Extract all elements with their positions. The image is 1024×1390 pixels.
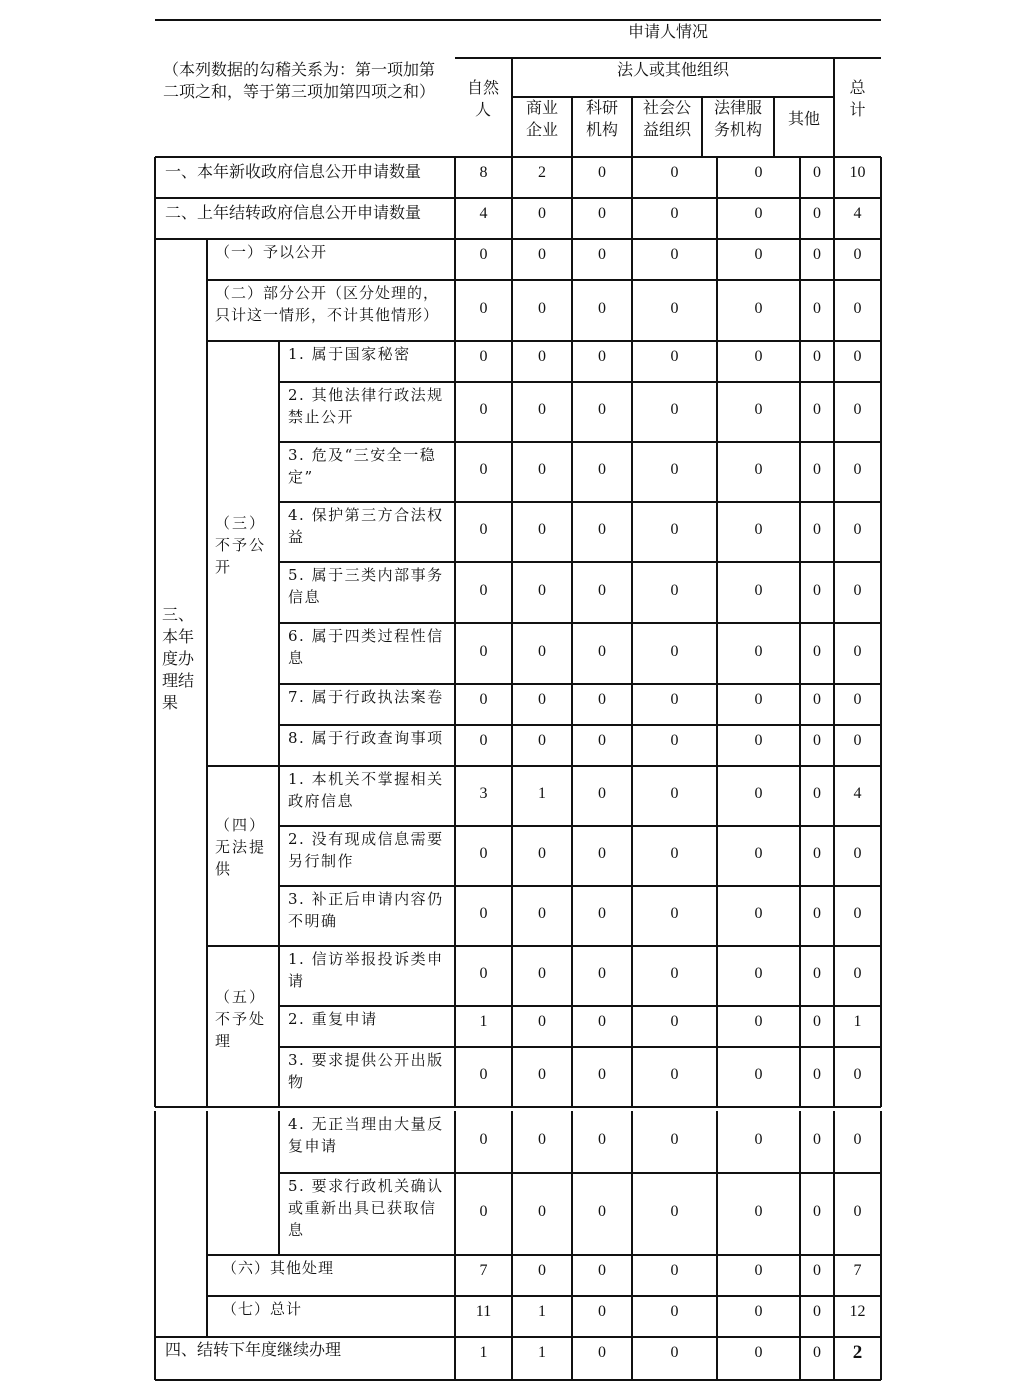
item-label: 4. 无正当理由大量反复申请	[288, 1115, 444, 1155]
table-border	[278, 766, 280, 946]
table-border	[279, 441, 881, 443]
item-label: 3. 要求提供公开出版物	[288, 1051, 444, 1091]
group-label: （四）无法提供	[215, 816, 267, 878]
value-cell: 0	[813, 1013, 821, 1030]
table-border	[154, 239, 156, 1107]
value-cell: 0	[670, 1066, 679, 1083]
value-cell: 4	[853, 785, 862, 802]
value-cell: 0	[479, 401, 488, 418]
value-cell: 0	[598, 845, 606, 862]
value-cell: 0	[479, 845, 488, 862]
value-cell: 0	[853, 348, 862, 365]
table-border	[279, 683, 881, 685]
value-cell: 0	[853, 1131, 862, 1148]
value-cell: 0	[598, 1262, 606, 1279]
value-cell: 0	[754, 205, 763, 222]
table-border	[279, 825, 881, 827]
item-label: 2. 没有现成信息需要另行制作	[288, 830, 444, 870]
value-cell: 4	[479, 205, 488, 222]
value-cell: 0	[479, 521, 488, 538]
value-cell: 0	[853, 905, 862, 922]
item-label: 4. 保护第三方合法权益	[288, 506, 444, 546]
item-label: 6. 属于四类过程性信息	[288, 627, 444, 667]
value-cell: 0	[479, 691, 488, 708]
item-label: 2. 重复申请	[288, 1010, 378, 1028]
value-cell: 0	[670, 905, 679, 922]
table-border	[279, 724, 881, 726]
value-cell: 1	[853, 1013, 862, 1030]
item-label: 5. 要求行政机关确认或重新出具已获取信息	[288, 1177, 444, 1239]
group-label: （五）不予处理	[215, 988, 267, 1050]
value-cell: 0	[754, 642, 763, 660]
value-cell: 0	[813, 1131, 821, 1148]
value-cell: 7	[479, 1262, 488, 1279]
value-cell: 0	[670, 521, 679, 538]
row-label: （六）其他处理	[222, 1259, 335, 1277]
value-cell: 0	[598, 785, 606, 802]
table-border	[279, 885, 881, 887]
value-cell: 0	[479, 642, 488, 660]
value-cell: 0	[479, 1203, 488, 1220]
row-label: 四、结转下年度继续办理	[165, 1340, 342, 1359]
header-applicant: 申请人情况	[627, 24, 708, 41]
section-3-title: 三、本年度办理结果	[162, 605, 195, 712]
table-border	[207, 1295, 881, 1297]
row-label: 一、本年新收政府信息公开申请数量	[165, 162, 422, 181]
value-cell: 0	[538, 642, 546, 660]
value-cell: 0	[754, 1013, 763, 1030]
value-cell: 0	[670, 1203, 679, 1220]
value-cell: 10	[849, 164, 866, 181]
table-border	[279, 1046, 881, 1048]
value-cell: 1	[538, 1303, 546, 1320]
value-cell: 0	[598, 461, 606, 478]
value-cell: 0	[670, 1303, 679, 1320]
value-cell: 0	[813, 965, 821, 982]
value-cell: 0	[754, 401, 763, 418]
value-cell: 0	[598, 1013, 606, 1030]
value-cell: 0	[813, 164, 821, 181]
value-cell: 0	[598, 246, 606, 263]
value-cell: 0	[853, 401, 862, 418]
table-border	[207, 340, 881, 342]
value-cell: 0	[754, 461, 763, 478]
header-total: 总计	[849, 80, 866, 119]
value-cell: 0	[754, 1131, 763, 1148]
value-cell: 4	[853, 205, 862, 222]
value-cell: 0	[754, 1203, 763, 1220]
value-cell: 0	[538, 581, 546, 599]
value-cell: 0	[813, 461, 821, 478]
value-cell: 0	[479, 905, 488, 922]
value-cell: 12	[849, 1303, 866, 1320]
value-cell: 0	[538, 1262, 546, 1279]
value-cell: 0	[670, 1131, 679, 1148]
table-border	[207, 945, 279, 947]
header-sub-0: 商业企业	[525, 100, 558, 139]
value-cell: 0	[538, 521, 546, 538]
value-cell: 0	[598, 1303, 606, 1320]
value-cell: 0	[670, 164, 679, 181]
item-label: 7. 属于行政执法案卷	[288, 688, 444, 706]
value-cell: 0	[670, 205, 679, 222]
value-cell: 0	[670, 1262, 679, 1279]
value-cell: 0	[813, 1344, 821, 1361]
table-border	[279, 1172, 881, 1174]
row-label: （二）部分公开（区分处理的，只计这一情形，不计其他情形）	[215, 284, 440, 324]
value-cell: 0	[538, 401, 546, 418]
value-cell: 0	[670, 845, 679, 862]
value-cell: 0	[538, 299, 546, 317]
table-border	[279, 945, 881, 947]
value-cell: 0	[754, 905, 763, 922]
table-border	[279, 765, 881, 767]
table-border	[155, 1336, 881, 1338]
value-cell: 8	[479, 164, 488, 181]
value-cell: 0	[538, 1203, 546, 1220]
value-cell: 0	[598, 401, 606, 418]
value-cell: 0	[598, 299, 606, 317]
value-cell: 0	[754, 1344, 763, 1361]
value-cell: 0	[538, 965, 546, 982]
table-border	[154, 1111, 156, 1380]
value-cell: 1	[479, 1013, 488, 1030]
value-cell: 0	[853, 461, 862, 478]
table-border	[154, 198, 156, 239]
table-border	[701, 97, 703, 157]
value-cell: 0	[853, 246, 862, 263]
value-cell: 0	[479, 965, 488, 982]
table-border	[155, 1106, 881, 1108]
value-cell: 0	[479, 732, 488, 749]
value-cell: 0	[754, 246, 763, 263]
header-legal: 法人或其他组织	[616, 62, 729, 79]
value-cell: 0	[670, 246, 679, 263]
header-natural: 自然人	[466, 80, 499, 119]
value-cell: 0	[853, 1066, 862, 1083]
item-label: 2. 其他法律行政法规禁止公开	[288, 386, 444, 426]
item-label: 1. 本机关不掌握相关政府信息	[288, 770, 444, 810]
table-border	[154, 157, 156, 198]
value-cell: 0	[754, 348, 763, 365]
row-label: 二、上年结转政府信息公开申请数量	[165, 203, 422, 222]
item-label: 5. 属于三类内部事务信息	[288, 566, 444, 606]
value-cell: 1	[479, 1344, 488, 1361]
table-border	[278, 946, 280, 1107]
table-border	[155, 19, 881, 21]
header-sub-1: 科研机构	[585, 100, 618, 139]
item-label: 8. 属于行政查询事项	[288, 729, 444, 747]
item-label: 1. 属于国家秘密	[288, 345, 411, 363]
table-border	[631, 97, 633, 157]
value-cell: 0	[479, 299, 488, 317]
value-cell: 0	[479, 1131, 488, 1148]
value-cell: 0	[754, 785, 763, 802]
value-cell: 0	[538, 905, 546, 922]
table-border	[278, 1111, 280, 1255]
value-cell: 0	[598, 1066, 606, 1083]
value-cell: 0	[754, 732, 763, 749]
value-cell: 0	[598, 1203, 606, 1220]
value-cell: 0	[813, 581, 821, 599]
value-cell: 0	[538, 1013, 546, 1030]
value-cell: 0	[813, 299, 821, 317]
value-cell: 0	[754, 299, 763, 317]
item-label: 3. 补正后申请内容仍不明确	[288, 890, 444, 930]
value-cell: 0	[754, 581, 763, 599]
value-cell: 0	[538, 246, 546, 263]
value-cell: 3	[479, 785, 488, 802]
value-cell: 0	[813, 401, 821, 418]
value-cell: 0	[598, 691, 606, 708]
header-sub-4: 其他	[787, 111, 820, 128]
table-border	[207, 279, 881, 281]
value-cell: 0	[598, 521, 606, 538]
value-cell: 0	[538, 461, 546, 478]
value-cell: 0	[813, 1303, 821, 1320]
value-cell: 0	[813, 246, 821, 263]
value-cell: 0	[853, 845, 862, 862]
value-cell: 0	[538, 691, 546, 708]
value-cell: 0	[670, 401, 679, 418]
value-cell: 0	[813, 642, 821, 660]
value-cell: 1	[538, 785, 546, 802]
value-cell: 0	[754, 965, 763, 982]
table-border	[279, 622, 881, 624]
value-cell: 0	[754, 1303, 763, 1320]
table-border	[571, 97, 573, 157]
table-border	[155, 238, 881, 240]
value-cell: 0	[813, 205, 821, 222]
item-label: 3. 危及“三安全一稳定”	[288, 446, 437, 486]
value-cell: 0	[853, 521, 862, 538]
value-cell: 0	[598, 965, 606, 982]
value-cell: 0	[598, 1131, 606, 1148]
value-cell: 1	[538, 1344, 546, 1361]
value-cell: 2	[538, 164, 546, 181]
value-cell: 0	[813, 1262, 821, 1279]
value-cell: 0	[813, 1066, 821, 1083]
value-cell: 0	[754, 164, 763, 181]
value-cell: 0	[813, 845, 821, 862]
value-cell: 0	[479, 581, 488, 599]
value-cell: 0	[598, 642, 606, 660]
value-cell: 0	[479, 348, 488, 365]
value-cell: 0	[670, 785, 679, 802]
table-border	[207, 765, 279, 767]
value-cell: 0	[538, 845, 546, 862]
value-cell: 0	[538, 732, 546, 749]
value-cell: 0	[479, 246, 488, 263]
value-cell: 0	[754, 691, 763, 708]
value-cell: 0	[670, 691, 679, 708]
value-cell: 0	[853, 642, 862, 660]
value-cell: 0	[853, 581, 862, 599]
item-label: 1. 信访举报投诉类申请	[288, 950, 444, 990]
value-cell: 0	[538, 205, 546, 222]
value-cell: 0	[479, 1066, 488, 1083]
value-cell: 0	[598, 732, 606, 749]
value-cell: 0	[813, 905, 821, 922]
row-label: （一）予以公开	[215, 243, 328, 261]
value-cell: 0	[670, 1344, 679, 1361]
value-cell: 0	[598, 1344, 606, 1361]
value-cell: 0	[813, 521, 821, 538]
value-cell: 0	[813, 732, 821, 749]
value-cell: 0	[479, 461, 488, 478]
table-border	[279, 501, 881, 503]
value-cell: 0	[598, 348, 606, 365]
table-border	[206, 1111, 208, 1337]
table-border	[279, 561, 881, 563]
value-cell: 0	[670, 461, 679, 478]
group-label: （三）不予公开	[215, 514, 267, 576]
value-cell: 0	[853, 1203, 862, 1220]
row-label: （七）总计	[222, 1300, 303, 1318]
value-cell: 0	[853, 965, 862, 982]
value-cell: 2	[852, 1342, 863, 1363]
value-cell: 0	[538, 1131, 546, 1148]
value-cell: 0	[670, 965, 679, 982]
value-cell: 0	[813, 691, 821, 708]
value-cell: 0	[754, 845, 763, 862]
header-sub-3: 法律服务机构	[713, 100, 762, 139]
value-cell: 0	[754, 1066, 763, 1083]
table-border	[773, 97, 775, 157]
value-cell: 11	[475, 1303, 492, 1320]
value-cell: 0	[670, 1013, 679, 1030]
value-cell: 0	[853, 732, 862, 749]
header-sub-2: 社会公益组织	[642, 100, 691, 139]
value-cell: 0	[598, 205, 606, 222]
value-cell: 0	[853, 299, 862, 317]
value-cell: 0	[598, 164, 606, 181]
value-cell: 7	[853, 1262, 862, 1279]
table-border	[206, 239, 208, 1107]
value-cell: 0	[538, 1066, 546, 1083]
table-border	[279, 381, 881, 383]
table-border	[279, 1254, 881, 1256]
value-cell: 0	[670, 581, 679, 599]
value-cell: 0	[670, 299, 679, 317]
table-border	[155, 197, 881, 199]
value-cell: 0	[670, 348, 679, 365]
header-note: （本列数据的勾稽关系为：第一项加第二项之和，等于第三项加第四项之和）	[163, 62, 436, 101]
value-cell: 0	[598, 581, 606, 599]
table-border	[207, 1254, 279, 1256]
value-cell: 0	[754, 521, 763, 538]
value-cell: 0	[538, 348, 546, 365]
value-cell: 0	[853, 691, 862, 708]
value-cell: 0	[598, 905, 606, 922]
value-cell: 0	[813, 785, 821, 802]
value-cell: 0	[754, 1262, 763, 1279]
value-cell: 0	[813, 1203, 821, 1220]
table-border	[155, 1379, 881, 1381]
table-border	[279, 1005, 881, 1007]
value-cell: 0	[670, 642, 679, 660]
value-cell: 0	[670, 732, 679, 749]
table-border	[455, 57, 881, 59]
table-border	[278, 341, 280, 766]
value-cell: 0	[813, 348, 821, 365]
